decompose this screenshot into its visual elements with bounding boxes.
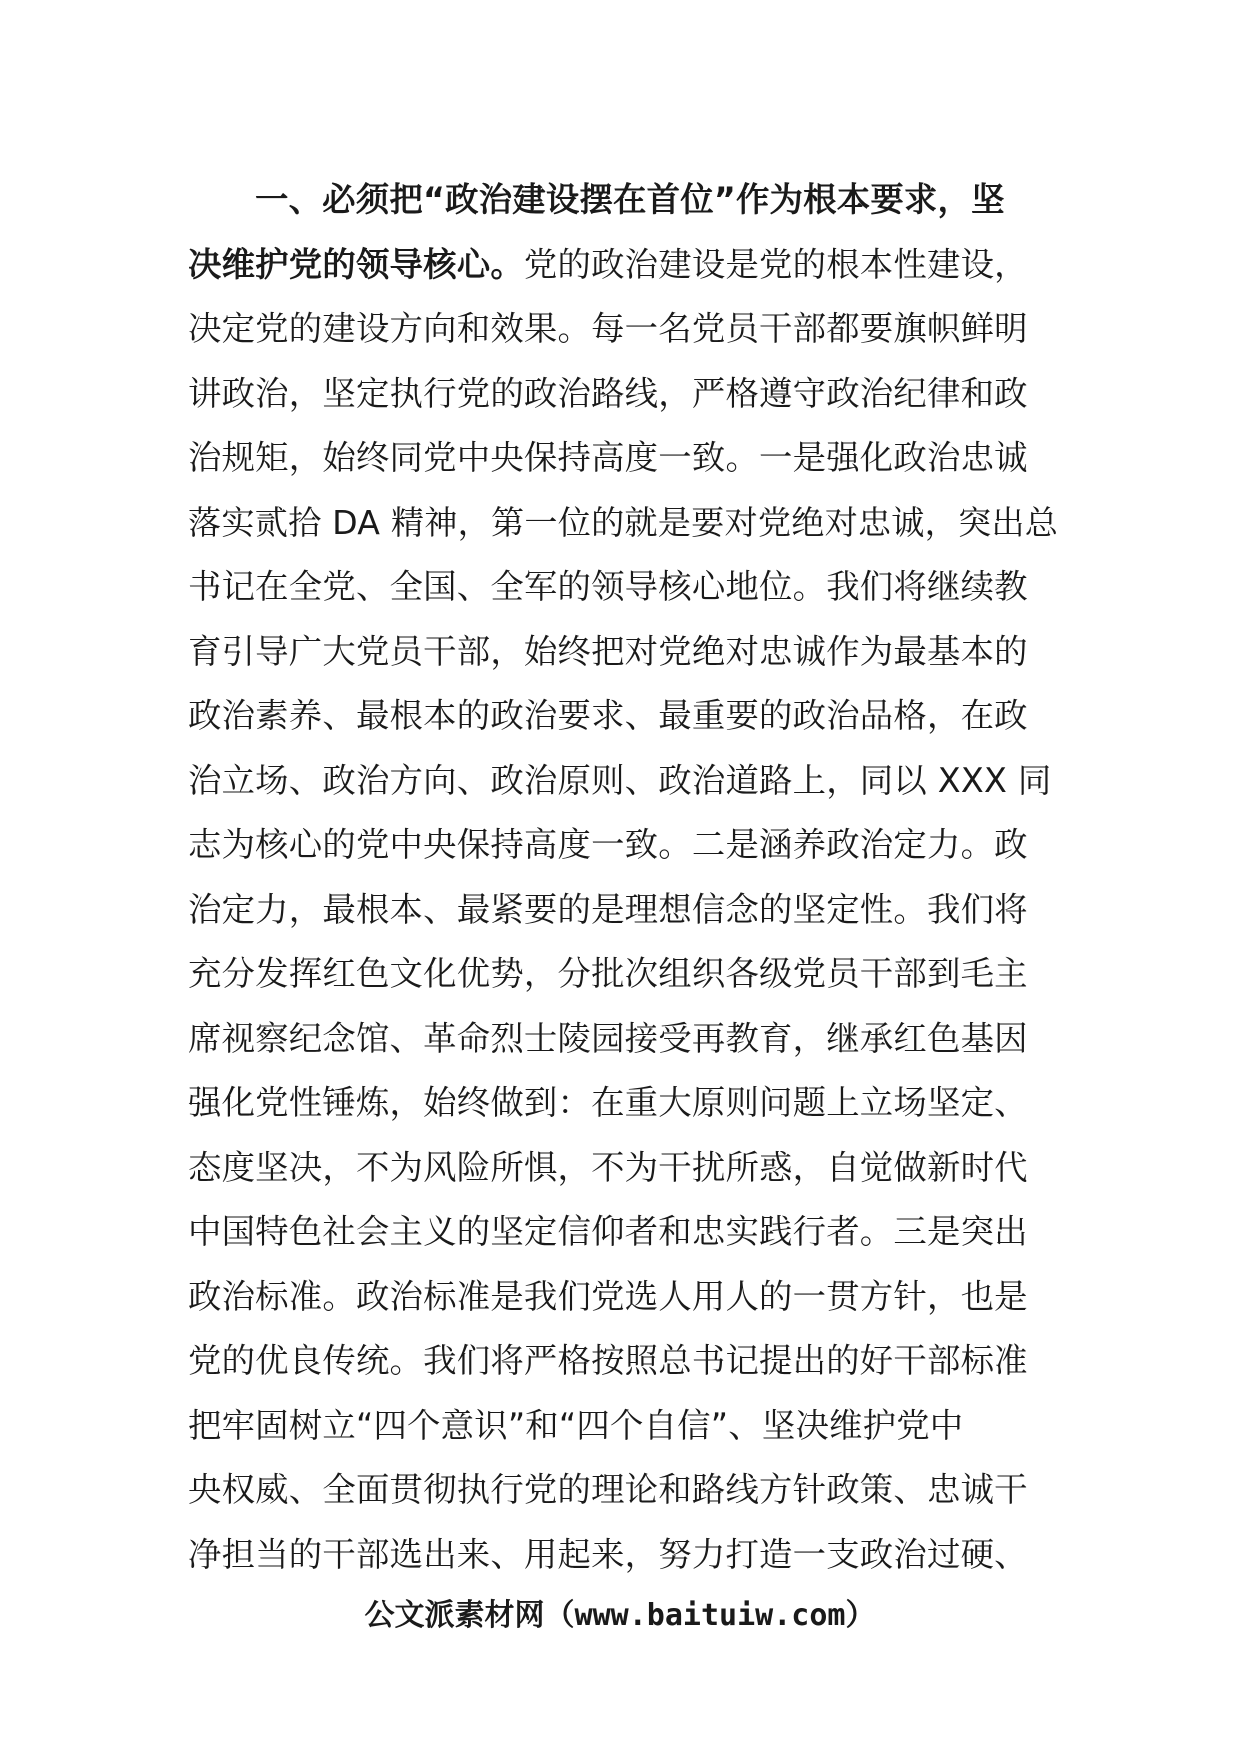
text-line: [188, 749, 1058, 814]
footer-site-name: 公文派素材网: [364, 1598, 545, 1633]
text-line: [188, 942, 1058, 1007]
text-line: [188, 620, 1058, 685]
body-text: 充分发挥红色文化优势，分批次组织各级党员干部到毛主: [188, 954, 1028, 993]
body-text: 育引导广大党员干部，始终把对党绝对忠诚作为最基本的: [188, 631, 1028, 671]
text-line: [188, 813, 1058, 878]
body-text: 讲政治，坚定执行党的政治路线，严格遵守政治纪律和政: [188, 373, 1028, 413]
text-line: [188, 233, 1058, 298]
page-footer: [0, 1596, 1240, 1636]
footer-site-url: （www.baituiw.com）: [544, 1598, 876, 1633]
body-text: 政治标准。政治标准是我们党选人用人的一贯方针，也是: [188, 1276, 1028, 1316]
body-text: 政治素养、最根本的政治要求、最重要的政治品格，在政: [188, 696, 1028, 735]
body-text: 净担当的干部选出来、用起来，努力打造一支政治过硬、: [188, 1534, 1028, 1574]
body-text: 治立场、政治方向、政治原则、政治道路上，同以 XXX 同: [188, 760, 1052, 800]
body-text: 把牢固树立“四个意识”和“四个自信”、坚决维护党中: [188, 1405, 964, 1445]
text-line: [188, 1394, 1058, 1459]
body-text: 央权威、全面贯彻执行党的理论和路线方针政策、忠诚干: [188, 1470, 1028, 1509]
body-text: 强化党性锤炼，始终做到：在重大原则问题上立场坚定、: [188, 1083, 1028, 1122]
text-line: [188, 1523, 1058, 1588]
text-line: [188, 297, 1058, 362]
body-text: 书记在全党、全国、全军的领导核心地位。我们将继续教: [188, 567, 1028, 606]
text-line: [188, 1458, 1058, 1523]
text-line: [188, 426, 1058, 491]
body-text: 决定党的建设方向和效果。每一名党员干部都要旗帜鲜明: [188, 309, 1028, 348]
text-line: [188, 168, 1058, 233]
text-line: [188, 1265, 1058, 1330]
body-text: 席视察纪念馆、革命烈士陵园接受再教育，继承红色基因: [188, 1018, 1028, 1058]
text-line: [188, 1200, 1058, 1265]
text-line: [188, 878, 1058, 943]
body-text: 态度坚决，不为风险所惧，不为干扰所惑，自觉做新时代: [188, 1147, 1028, 1187]
text-line: [188, 491, 1058, 556]
text-line: [188, 362, 1058, 427]
body-text: 落实贰拾 DA 精神，第一位的就是要对党绝对忠诚，突出总: [188, 502, 1059, 542]
text-line: [188, 1007, 1058, 1072]
body-text: 中国特色社会主义的坚定信仰者和忠实践行者。三是突出: [188, 1212, 1028, 1251]
section-heading-end: 决维护党的领导核心。: [188, 244, 524, 284]
body-text: 治定力，最根本、最紧要的是理想信念的坚定性。我们将: [188, 889, 1028, 929]
body-text: 党的优良传统。我们将严格按照总书记提出的好干部标准: [188, 1341, 1028, 1380]
body-paragraph: [188, 168, 1058, 1587]
text-line: [188, 555, 1058, 620]
text-line: [188, 1071, 1058, 1136]
section-heading: 一、必须把“政治建设摆在首位”作为根本要求，坚: [255, 180, 1005, 219]
body-text: 志为核心的党中央保持高度一致。二是涵养政治定力。政: [188, 825, 1028, 864]
body-text: 治规矩，始终同党中央保持高度一致。一是强化政治忠诚: [188, 438, 1028, 477]
body-text: 党的政治建设是党的根本性建设，: [523, 244, 1028, 284]
text-line: [188, 1136, 1058, 1201]
text-line: [188, 684, 1058, 749]
text-line: [188, 1329, 1058, 1394]
